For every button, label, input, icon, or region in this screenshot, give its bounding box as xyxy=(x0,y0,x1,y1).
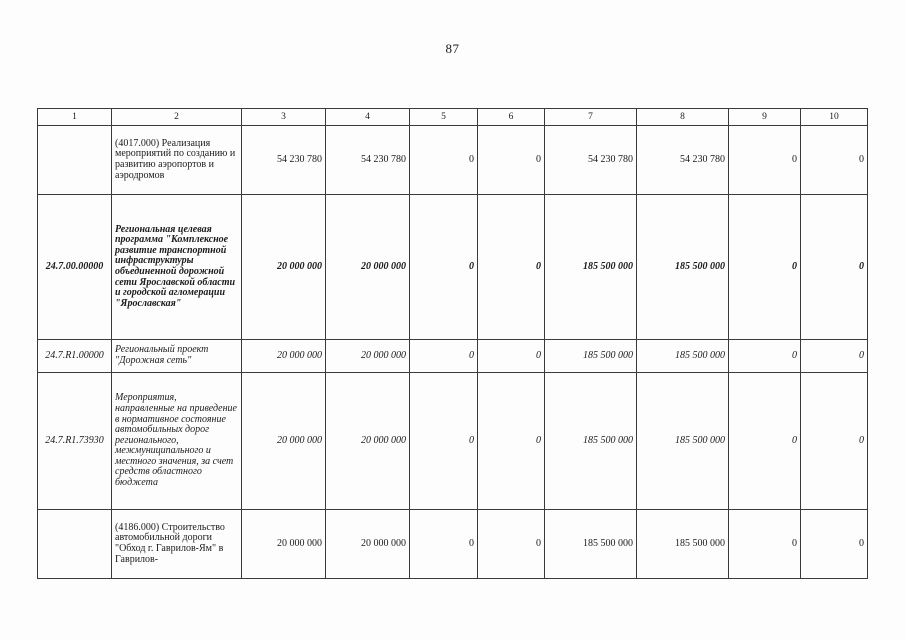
table-row xyxy=(38,373,868,510)
row-name: (4186.000) Строительство автомобильной дороги "Обход г. Гаврилов-Ям" в Гаврилов- xyxy=(112,510,242,579)
header-cell: 9 xyxy=(729,109,801,126)
budget-table xyxy=(37,108,868,579)
value-cell: 0 xyxy=(478,195,545,340)
header-cell: 3 xyxy=(242,109,326,126)
value-cell: 0 xyxy=(801,340,868,373)
value-cell: 0 xyxy=(410,510,478,579)
value-cell: 185 500 000 xyxy=(545,340,637,373)
value-cell: 20 000 000 xyxy=(242,510,326,579)
header-cell: 2 xyxy=(112,109,242,126)
row-code: 24.7.00.00000 xyxy=(38,195,112,340)
value-cell: 0 xyxy=(478,510,545,579)
value-cell: 0 xyxy=(801,510,868,579)
value-cell: 0 xyxy=(729,510,801,579)
row-name: Региональный проект "Дорожная сеть" xyxy=(112,340,242,373)
value-cell: 20 000 000 xyxy=(242,195,326,340)
value-cell: 20 000 000 xyxy=(326,195,410,340)
value-cell: 20 000 000 xyxy=(326,373,410,510)
value-cell: 20 000 000 xyxy=(242,373,326,510)
header-row xyxy=(38,109,868,126)
value-cell: 0 xyxy=(410,340,478,373)
header-cell: 5 xyxy=(410,109,478,126)
table-row xyxy=(38,510,868,579)
value-cell: 20 000 000 xyxy=(326,340,410,373)
value-cell: 185 500 000 xyxy=(545,195,637,340)
row-name: Региональная целевая программа "Комплексное развитие транспортной инфраструктуры объединенной дорожной сети Ярославской области и городской агломерации "Ярославская" xyxy=(112,195,242,340)
row-name: (4017.000) Реализация мероприятий по созданию и развитию аэропортов и аэродромов xyxy=(112,126,242,195)
table-row xyxy=(38,126,868,195)
value-cell: 54 230 780 xyxy=(242,126,326,195)
value-cell: 0 xyxy=(478,126,545,195)
value-cell: 185 500 000 xyxy=(637,195,729,340)
header-cell: 6 xyxy=(478,109,545,126)
value-cell: 0 xyxy=(729,373,801,510)
header-cell: 8 xyxy=(637,109,729,126)
page-number: 87 xyxy=(445,41,460,56)
value-cell: 185 500 000 xyxy=(545,510,637,579)
value-cell: 0 xyxy=(729,340,801,373)
value-cell: 54 230 780 xyxy=(545,126,637,195)
value-cell: 185 500 000 xyxy=(637,340,729,373)
value-cell: 0 xyxy=(729,126,801,195)
value-cell: 0 xyxy=(410,373,478,510)
row-code xyxy=(38,510,112,579)
value-cell: 20 000 000 xyxy=(326,510,410,579)
header-cell: 7 xyxy=(545,109,637,126)
value-cell: 20 000 000 xyxy=(242,340,326,373)
value-cell: 0 xyxy=(410,195,478,340)
value-cell: 0 xyxy=(801,126,868,195)
table-row xyxy=(38,340,868,373)
row-code: 24.7.R1.00000 xyxy=(38,340,112,373)
value-cell: 0 xyxy=(478,373,545,510)
row-code xyxy=(38,126,112,195)
value-cell: 185 500 000 xyxy=(637,373,729,510)
value-cell: 0 xyxy=(410,126,478,195)
value-cell: 54 230 780 xyxy=(326,126,410,195)
header-cell: 4 xyxy=(326,109,410,126)
value-cell: 185 500 000 xyxy=(637,510,729,579)
value-cell: 0 xyxy=(801,195,868,340)
value-cell: 54 230 780 xyxy=(637,126,729,195)
value-cell: 0 xyxy=(801,373,868,510)
table-row xyxy=(38,195,868,340)
header-cell: 1 xyxy=(38,109,112,126)
header-cell: 10 xyxy=(801,109,868,126)
value-cell: 0 xyxy=(729,195,801,340)
row-code: 24.7.R1.73930 xyxy=(38,373,112,510)
value-cell: 185 500 000 xyxy=(545,373,637,510)
value-cell: 0 xyxy=(478,340,545,373)
row-name: Мероприятия, направленные на приведение в нормативное состояние автомобильных дорог регионального, межмуниципального и местного значения, за счет средств областного бюджета xyxy=(112,373,242,510)
